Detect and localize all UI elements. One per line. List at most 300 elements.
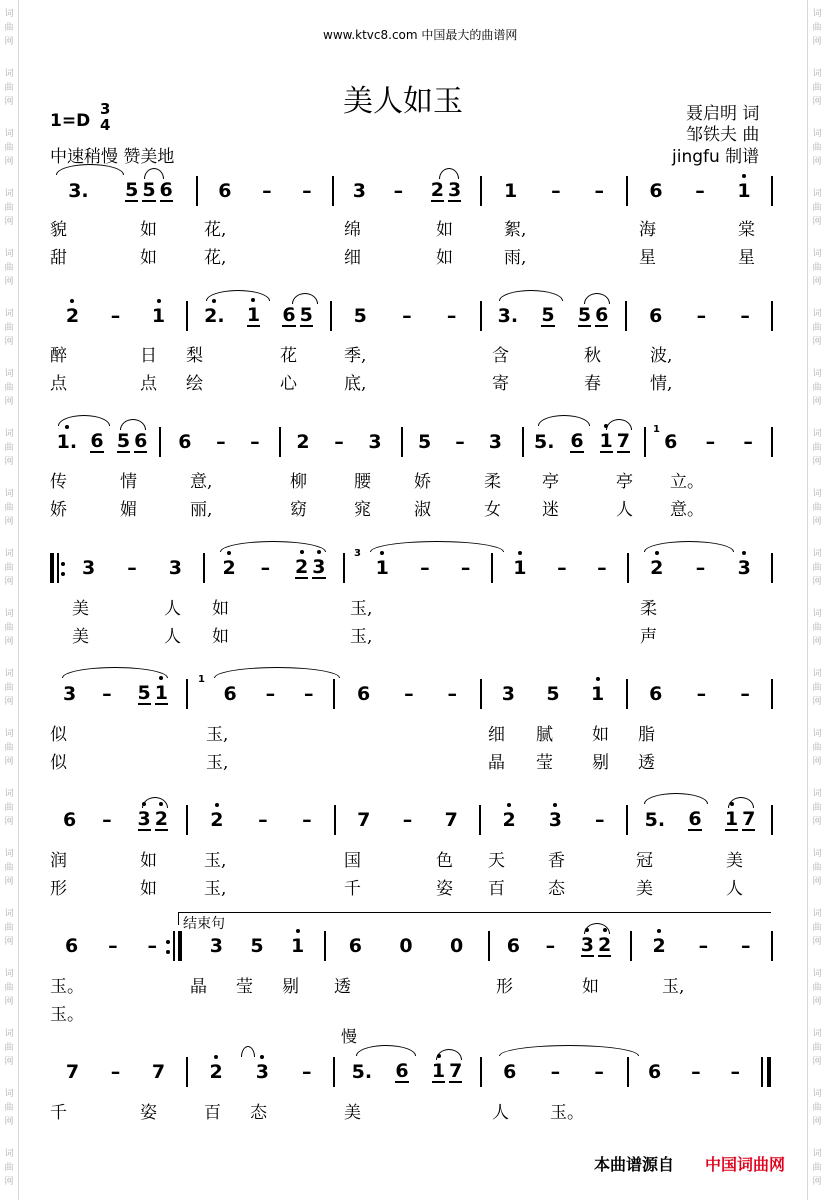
note: 3 (138, 809, 151, 831)
watermark-char: 词 (4, 909, 14, 919)
measure: 6 – 3 2 (488, 929, 630, 963)
barline (333, 679, 335, 709)
note: 1 (247, 305, 260, 327)
lyric-syllable: 润 (50, 851, 67, 871)
barline (279, 427, 281, 457)
watermark-char: 曲 (4, 1103, 14, 1113)
lyric-syllable: 立。 (670, 472, 704, 492)
repeat-end-thin (173, 931, 175, 961)
note: 6 (595, 304, 609, 326)
watermark-char: 词 (4, 969, 14, 979)
lyric-syllable: 腰 (354, 472, 371, 492)
watermark-char: 词 (4, 489, 14, 499)
watermark-char: 网 (4, 217, 14, 227)
lyric-syllable: 姿 (140, 1103, 157, 1123)
lyric-syllable: 玉, (350, 627, 373, 647)
measure (627, 803, 773, 837)
lyric-syllable: 莹 (536, 753, 553, 773)
repeat-start-barline (50, 553, 54, 583)
ending-label: 结束句 (183, 916, 225, 932)
watermark-char: 网 (812, 637, 822, 647)
watermark-char: 词 (4, 249, 14, 259)
watermark-char: 曲 (812, 203, 822, 213)
note: 3 (738, 558, 751, 578)
watermark-char: 网 (812, 457, 822, 467)
watermark-char: 网 (812, 697, 822, 707)
watermark-char: 词 (4, 789, 14, 799)
lyric-syllable: 态 (250, 1103, 267, 1123)
lyric-syllable: 玉。 (50, 1005, 84, 1025)
note: 3 (168, 557, 182, 579)
watermark-char: 曲 (812, 743, 822, 753)
lyric-syllable: 剔 (282, 977, 299, 997)
barline (186, 1057, 188, 1087)
watermark-char: 曲 (812, 983, 822, 993)
note: 6 (395, 1060, 409, 1082)
note: 3 (256, 1062, 269, 1082)
watermark-char: 词 (4, 669, 14, 679)
watermark-char: 网 (812, 517, 822, 527)
slur (120, 419, 146, 430)
note: 3 (447, 179, 462, 201)
measure (324, 929, 488, 963)
tempo-marking: 中速稍慢 赞美地 (50, 147, 175, 167)
watermark-char: 词 (812, 969, 822, 979)
measure: 6 – – (218, 180, 312, 202)
lyrics-verse1-line6 (44, 846, 773, 872)
barline (630, 931, 632, 961)
watermark-char: 词 (812, 489, 822, 499)
final-barline (767, 1057, 771, 1087)
barline (771, 176, 773, 206)
lyric-syllable: 美 (344, 1103, 361, 1123)
note: 6 (649, 683, 663, 705)
note: 3 (312, 557, 325, 579)
measure: 6 – – (64, 935, 158, 957)
note: 6 (348, 935, 362, 957)
note: 3 (581, 935, 594, 957)
lyric-syllable: 国 (344, 851, 361, 871)
watermark-char: 曲 (4, 263, 14, 273)
watermark-char: 网 (4, 997, 14, 1007)
lyric-syllable: 甜 (50, 248, 67, 268)
watermark-char: 网 (812, 937, 822, 947)
watermark-char: 曲 (4, 383, 14, 393)
note: 6 (134, 430, 148, 452)
watermark-char: 网 (812, 37, 822, 47)
measure: 5 – 3 (418, 431, 502, 453)
lyric-syllable: 含 (492, 346, 509, 366)
repeat-dot (61, 572, 65, 576)
watermark-char: 曲 (4, 443, 14, 453)
slur (58, 415, 110, 426)
note: 5 (546, 683, 560, 705)
lyric-syllable: 形 (50, 879, 67, 899)
lyric-syllable: 底, (344, 374, 367, 394)
watermark-char: 曲 (4, 563, 14, 573)
repeat-dot (166, 950, 170, 954)
barline (333, 1057, 335, 1087)
note: 1 (513, 558, 526, 578)
watermark-char: 网 (4, 577, 14, 587)
note: 6 (503, 1061, 517, 1083)
note: 5. (533, 431, 555, 453)
lyric-syllable: 棠 (738, 220, 755, 240)
lyric-syllable: 姿 (436, 879, 453, 899)
lyric-syllable: 细 (344, 248, 361, 268)
barline (401, 427, 403, 457)
watermark-char: 网 (812, 157, 822, 167)
note: 7 (65, 1061, 80, 1083)
note: 3 (352, 180, 367, 202)
note: 5 (541, 304, 555, 326)
lyric-syllable: 如 (140, 248, 157, 268)
note: 6 (506, 935, 521, 957)
note: 6 (649, 180, 663, 202)
lyric-syllable: 冠 (636, 851, 653, 871)
watermark-char: 网 (812, 277, 822, 287)
tempo-slow-marking: 慢 (341, 1027, 358, 1046)
note: 5 (116, 430, 131, 452)
lyric-syllable: 千 (344, 879, 361, 899)
watermark-char: 词 (4, 549, 14, 559)
watermark-char: 网 (812, 97, 822, 107)
note: 3 (82, 557, 96, 579)
lyric-syllable: 窕 (354, 500, 371, 520)
lyric-syllable: 美 (636, 879, 653, 899)
lyric-syllable: 如 (592, 725, 609, 745)
lyrics-verse1-line5 (44, 720, 773, 746)
measure: 6 – 3 2 (44, 803, 187, 837)
time-signature-bottom: 4 (100, 116, 111, 134)
watermark-char: 词 (812, 429, 822, 439)
watermark-char: 网 (4, 37, 14, 47)
watermark-char: 网 (4, 1177, 14, 1187)
lyric-syllable: 绵 (344, 220, 361, 240)
lyric-syllable: 如 (436, 220, 453, 240)
lyric-syllable: 春 (584, 374, 601, 394)
note: 1 (737, 181, 750, 201)
watermark-char: 曲 (4, 1043, 14, 1053)
lyric-syllable: 季, (344, 346, 367, 366)
note: 0 (450, 935, 464, 957)
measure: 2 3 – (480, 803, 627, 837)
measure (44, 425, 160, 459)
watermark-char: 网 (812, 1117, 822, 1127)
watermark-char: 网 (812, 217, 822, 227)
lyric-syllable: 心 (280, 374, 297, 394)
note: 2 (155, 809, 168, 831)
note: 5 (125, 179, 139, 201)
song-title: 美人如玉 (343, 84, 463, 119)
barline (626, 679, 628, 709)
watermark-char: 曲 (4, 923, 14, 933)
lyric-syllable: 娇 (414, 472, 431, 492)
lyric-syllable: 絮, (504, 220, 527, 240)
measure: 1 – – (503, 180, 605, 202)
watermark-char: 网 (4, 97, 14, 107)
watermark-char: 网 (4, 937, 14, 947)
source-label: 本曲谱源自 (594, 1155, 675, 1174)
note: 6 (223, 683, 237, 705)
lyric-syllable: 玉, (350, 599, 373, 619)
measure: 2 – 1 (44, 299, 187, 333)
lyric-syllable: 态 (548, 879, 565, 899)
lyric-syllable: 波, (650, 346, 673, 366)
final-barline-thin (761, 1057, 763, 1087)
lyric-syllable: 意。 (670, 500, 704, 520)
watermark-char: 词 (4, 9, 14, 19)
note: 2 (503, 810, 516, 830)
watermark-char: 词 (812, 249, 822, 259)
watermark-char: 曲 (4, 683, 14, 693)
key-signature: 1=D (50, 111, 91, 131)
lyric-syllable: 香 (548, 851, 565, 871)
note: 6 (688, 808, 702, 830)
note: 5 (250, 935, 264, 957)
lyrics-verse2-line1 (44, 243, 773, 269)
measure (334, 1055, 480, 1089)
barline (196, 176, 198, 206)
watermark-char: 曲 (812, 563, 822, 573)
lyric-syllable: 千 (50, 1103, 67, 1123)
note: 3 (488, 431, 502, 453)
note: 6 (356, 683, 371, 705)
note: 1 (155, 683, 168, 705)
watermark-char: 词 (812, 69, 822, 79)
slur (292, 293, 318, 304)
measure: 6 – – (649, 683, 750, 705)
watermark-char: 曲 (4, 1163, 14, 1173)
lyrics-verse2-line2 (44, 369, 773, 395)
lyric-syllable: 玉, (662, 977, 685, 997)
measure (520, 425, 644, 459)
lyric-syllable: 梨 (186, 346, 203, 366)
note: 0 (399, 935, 413, 957)
lyrics-verse2-line5 (44, 748, 773, 774)
watermark-char: 词 (812, 729, 822, 739)
watermark-char: 词 (812, 669, 822, 679)
note: 6 (64, 935, 79, 957)
note: 1 (432, 1061, 445, 1083)
watermark-char: 曲 (812, 863, 822, 873)
barline (186, 301, 188, 331)
lyric-syllable: 花, (204, 220, 227, 240)
right-watermark-bar (807, 0, 826, 1200)
note: 1 . (57, 432, 77, 452)
lyric-syllable: 百 (488, 879, 505, 899)
lyric-syllable: 海 (639, 220, 656, 240)
lyric-syllable: 绘 (186, 374, 203, 394)
lyric-syllable: 晶 (488, 753, 505, 773)
watermark-char: 词 (4, 1089, 14, 1099)
lyrics-verse1-line4 (44, 594, 773, 620)
ending-bracket (178, 912, 771, 932)
note: 2 (295, 557, 308, 579)
lyric-syllable: 美 (72, 599, 89, 619)
note: 5 (299, 304, 313, 326)
barline (771, 301, 773, 331)
lyric-syllable: 百 (204, 1103, 221, 1123)
lyric-syllable: 星 (738, 248, 755, 268)
barline (480, 679, 482, 709)
watermark-char: 网 (4, 637, 14, 647)
slur (62, 667, 168, 678)
barline (771, 679, 773, 709)
lyric-syllable: 娇 (50, 500, 67, 520)
lyric-syllable: 脂 (638, 725, 655, 745)
slur (584, 293, 610, 304)
barline (480, 176, 482, 206)
lyric-syllable: 如 (212, 599, 229, 619)
repeat-dot (61, 562, 65, 566)
measure: 6 – – (356, 683, 458, 705)
watermark-char: 网 (4, 157, 14, 167)
measure (480, 677, 626, 711)
measure: 6 – – (503, 1061, 604, 1083)
lyric-syllable: 窈 (290, 500, 307, 520)
note: 3 (549, 810, 562, 830)
measure (178, 929, 324, 963)
lyric-syllable: 亭 (542, 472, 559, 492)
watermark-char: 网 (4, 1117, 14, 1127)
lyrics-verse1-line3 (44, 467, 773, 493)
lyric-syllable: 迷 (542, 500, 559, 520)
watermark-char: 曲 (812, 23, 822, 33)
watermark-char: 词 (812, 849, 822, 859)
note: 2 (222, 558, 235, 578)
measure (187, 299, 330, 333)
composer-credit: 邹铁夫 曲 (686, 125, 760, 145)
watermark-char: 曲 (4, 143, 14, 153)
watermark-char: 词 (812, 909, 822, 919)
watermark-char: 词 (812, 1089, 822, 1099)
note: 2 (66, 306, 79, 326)
note: 5. (351, 1061, 373, 1083)
site-header: www.ktvc8.com 中国最大的曲谱网 (323, 28, 518, 42)
watermark-char: 网 (812, 1177, 822, 1187)
lyrics-verse1-line7 (44, 972, 773, 998)
repeat-start-thin (57, 553, 59, 583)
barline (203, 553, 205, 583)
note: 7 (357, 809, 371, 831)
note: 1 (152, 306, 165, 326)
lyricist-credit: 聂启明 词 (686, 104, 760, 124)
watermark-char: 网 (4, 457, 14, 467)
lyric-syllable: 柳 (290, 472, 307, 492)
lyric-syllable: 人 (164, 599, 181, 619)
watermark-char: 曲 (4, 863, 14, 873)
note: 3 (209, 935, 223, 957)
watermark-char: 曲 (812, 923, 822, 933)
lyric-syllable: 媚 (120, 500, 137, 520)
note: 1 (600, 431, 613, 453)
watermark-char: 网 (812, 997, 822, 1007)
note: 5 (142, 179, 156, 201)
source-brand-link[interactable]: 中国词曲网 (705, 1155, 786, 1174)
fermata (241, 1046, 255, 1057)
watermark-char: 词 (4, 69, 14, 79)
note: 7 (444, 809, 458, 831)
note: 5 (418, 431, 432, 453)
lyric-syllable: 花 (280, 346, 297, 366)
barline (625, 301, 627, 331)
measure: 3 – 3 (82, 557, 182, 579)
watermark-char: 词 (812, 609, 822, 619)
lyrics-verse2-line4 (44, 622, 773, 648)
lyric-syllable: 玉, (206, 725, 229, 745)
lyric-syllable: 似 (50, 725, 67, 745)
lyric-syllable: 醉 (50, 346, 67, 366)
lyric-syllable: 亭 (616, 472, 633, 492)
note: 2 (210, 810, 223, 830)
repeat-end-barline (178, 931, 182, 961)
lyric-syllable: 情, (650, 374, 673, 394)
watermark-char: 词 (812, 1029, 822, 1039)
note: 6 (649, 305, 663, 327)
lyric-syllable: 如 (140, 851, 157, 871)
lyric-syllable: 美 (726, 851, 743, 871)
measure (44, 174, 197, 208)
arranger-credit: jingfu 制谱 (672, 147, 760, 167)
barline (771, 553, 773, 583)
watermark-char: 网 (4, 397, 14, 407)
lyric-syllable: 如 (140, 220, 157, 240)
lyric-syllable: 莹 (236, 977, 253, 997)
slur (220, 541, 326, 552)
lyric-syllable: 意, (190, 472, 213, 492)
note: 2 (210, 1062, 223, 1082)
measure: 7 – 7 (357, 809, 458, 831)
watermark-char: 网 (812, 397, 822, 407)
watermark-char: 词 (4, 729, 14, 739)
barline (330, 301, 332, 331)
note: 2 (598, 935, 611, 957)
watermark-char: 词 (4, 369, 14, 379)
measure: 6 – – (223, 683, 314, 705)
watermark-char: 曲 (812, 83, 822, 93)
lyric-syllable: 柔 (484, 472, 501, 492)
repeat-dot (166, 940, 170, 944)
lyric-syllable: 如 (140, 879, 157, 899)
note: 1 (503, 180, 518, 202)
watermark-char: 网 (4, 337, 14, 347)
slur (644, 793, 708, 804)
measure: 5 – – (353, 305, 457, 327)
watermark-char: 曲 (812, 383, 822, 393)
watermark-char: 曲 (4, 743, 14, 753)
watermark-char: 曲 (812, 443, 822, 453)
lyrics-verse1-line2 (44, 341, 773, 367)
lyric-syllable: 透 (334, 977, 351, 997)
watermark-char: 词 (4, 609, 14, 619)
note: 3 (368, 431, 382, 453)
lyric-syllable: 如 (212, 627, 229, 647)
note: 6 (159, 179, 173, 201)
barline (186, 805, 188, 835)
lyric-syllable: 传 (50, 472, 67, 492)
measure: 6 – 1 (627, 174, 773, 208)
watermark-char: 曲 (812, 143, 822, 153)
watermark-char: 曲 (4, 983, 14, 993)
barline (644, 427, 646, 457)
lyric-syllable: 人 (164, 627, 181, 647)
watermark-char: 词 (4, 1029, 14, 1039)
watermark-char: 网 (812, 337, 822, 347)
slur (728, 797, 754, 808)
lyric-syllable: 玉, (204, 851, 227, 871)
watermark-char: 曲 (812, 1103, 822, 1113)
